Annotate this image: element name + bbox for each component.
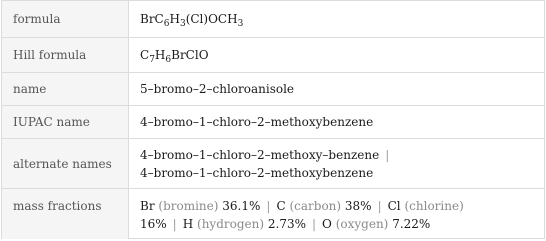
mass-fraction-br: Br (bromine) 36.1% <box>140 199 261 213</box>
value-alternate-names <box>129 139 544 188</box>
mass-fractions-line-1 <box>140 197 544 215</box>
value-formula <box>129 1 544 37</box>
properties-table <box>1 0 545 239</box>
value-mass-fractions <box>129 189 544 239</box>
row-alternate-names <box>2 138 544 188</box>
row-mass-fractions <box>2 188 544 239</box>
mass-fraction-o: O (oxygen) 7.22% <box>322 217 431 231</box>
mass-fractions-line-2 <box>140 215 544 233</box>
separator: | <box>312 217 317 231</box>
separator: | <box>266 199 271 213</box>
alternate-name-item: 4–bromo–1–chloro–2–methoxybenzene <box>140 166 374 180</box>
value-name: 5–bromo–2–chloroanisole <box>140 82 295 96</box>
separator: | <box>385 148 390 162</box>
row-iupac-name <box>2 105 544 138</box>
row-formula <box>2 1 544 37</box>
label-mass-fractions: mass fractions <box>2 189 129 239</box>
mass-fraction-h: H (hydrogen) 2.73% <box>182 217 306 231</box>
label-name: name <box>2 73 129 105</box>
hill-formula-text: $C_7H_6BrClO$ <box>140 48 209 65</box>
label-alternate-names: alternate names <box>2 139 129 188</box>
separator: | <box>377 199 382 213</box>
label-hill-formula: Hill formula <box>2 38 129 72</box>
value-iupac-name: 4–bromo–1–chloro–2–methoxybenzene <box>140 115 374 129</box>
label-iupac-name: IUPAC name <box>2 106 129 138</box>
row-name <box>2 72 544 105</box>
mass-fraction-cl-value: 16% <box>140 217 167 231</box>
separator: | <box>172 217 177 231</box>
alternate-name-line-2 <box>140 164 544 182</box>
mass-fraction-c: C (carbon) 38% <box>276 199 372 213</box>
label-formula: formula <box>2 1 129 37</box>
mass-fraction-cl-symbol: Cl (chlorine) <box>387 199 464 213</box>
alternate-name-item: 4–bromo–1–chloro–2–methoxy–benzene <box>140 148 380 162</box>
row-hill-formula <box>2 37 544 72</box>
formula-text: $BrC_6H_3(Cl)OCH_3$ <box>140 12 244 29</box>
value-hill-formula <box>129 38 544 72</box>
alternate-name-line-1 <box>140 146 544 164</box>
